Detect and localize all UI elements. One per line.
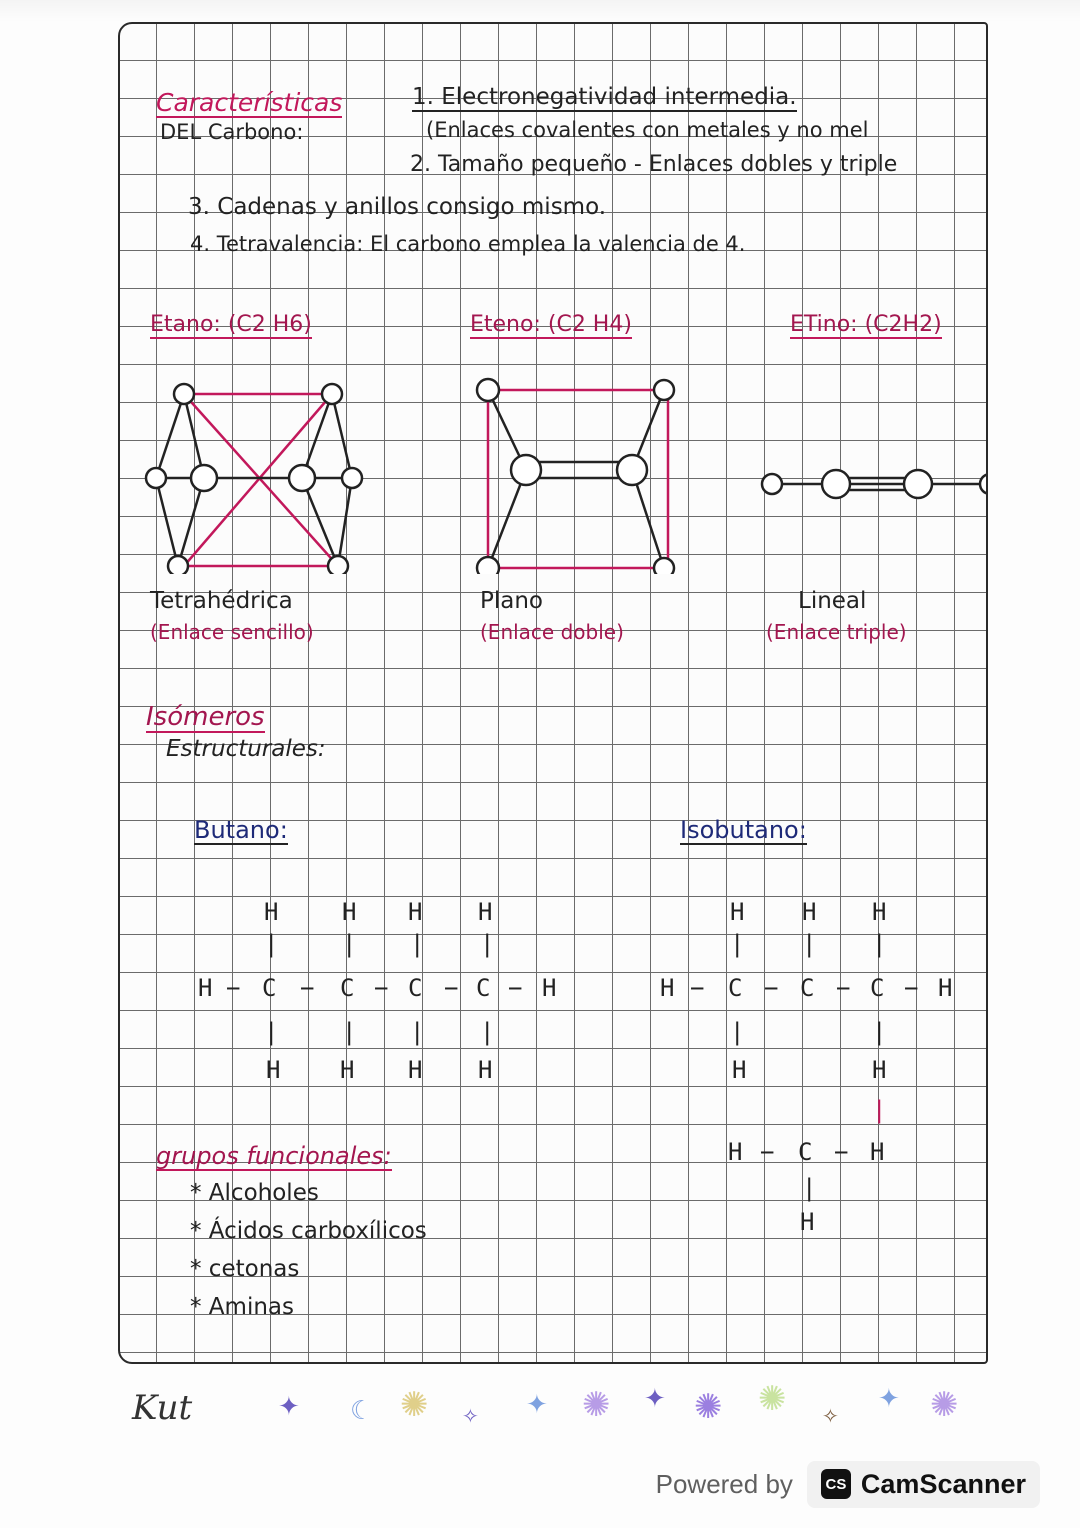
atom-c: C — [798, 1138, 813, 1166]
atom-h: H — [730, 898, 745, 926]
sparkle-icon: ✦ — [644, 1384, 666, 1414]
title-del-carbono: DEL Carbono: — [160, 120, 304, 144]
butano-structural-formula — [190, 894, 610, 1104]
etino-structure-diagram — [756, 454, 988, 514]
grid-notebook-page — [118, 22, 988, 1364]
note-item-2: 2. Tamaño pequeño - Enlaces dobles y triple — [410, 152, 898, 177]
atom-h: H — [340, 1056, 355, 1084]
scan-top-strip — [0, 0, 1080, 22]
atom-h: H — [660, 974, 675, 1002]
camscanner-badge — [807, 1461, 1040, 1508]
etano-structure-diagram — [142, 364, 382, 574]
bond-vertical: | — [410, 1018, 425, 1046]
bond-vertical: | — [872, 1018, 887, 1046]
atom-c: C — [262, 974, 277, 1002]
star-icon: ✧ — [822, 1404, 839, 1428]
atom-c: C — [476, 974, 491, 1002]
bond-vertical: | — [730, 930, 745, 958]
butano-label: Butano: — [194, 816, 288, 844]
bond-vertical: | — [480, 1018, 495, 1046]
moon-icon: ☾ — [350, 1396, 374, 1426]
note-item-1-sub: (Enlaces covalentes con metales y no mel — [426, 118, 869, 142]
eteno-shape-label: Plano — [480, 588, 544, 614]
camscanner-logo-icon: CS — [821, 1469, 851, 1499]
bond-horizontal: − — [374, 974, 389, 1002]
bond-vertical: | — [802, 1174, 817, 1202]
camscanner-watermark — [656, 1458, 1040, 1510]
sun-icon: ✺ — [694, 1387, 723, 1427]
note-item-3: 3. Cadenas y anillos consigo mismo. — [188, 194, 607, 220]
isomeros-title: Isómeros — [146, 702, 265, 732]
isobutano-label: Isobutano: — [680, 816, 807, 844]
bond-horizontal: − — [836, 974, 851, 1002]
eteno-bond-label: (Enlace doble) — [480, 620, 624, 644]
bond-vertical: | — [342, 930, 357, 958]
functional-group-item: * Alcoholes — [190, 1180, 319, 1206]
atom-h: H — [408, 1056, 423, 1084]
bond-vertical: | — [802, 930, 817, 958]
sun-icon: ✺ — [400, 1385, 429, 1425]
atom-h: H — [800, 1208, 815, 1236]
sparkle-icon: ✦ — [278, 1392, 300, 1422]
isomeros-subtitle: Estructurales: — [166, 736, 326, 762]
molecule-eteno-title: Eteno: (C2 H4) — [470, 312, 632, 337]
atom-c: C — [728, 974, 743, 1002]
atom-h: H — [478, 1056, 493, 1084]
sparkle-icon: ✦ — [526, 1390, 548, 1420]
sparkle-icon: ✦ — [878, 1384, 900, 1414]
etino-shape-label: Lineal — [798, 588, 867, 614]
functional-group-item: * Ácidos carboxílicos — [190, 1218, 427, 1244]
atom-h: H — [408, 898, 423, 926]
atom-h: H — [542, 974, 557, 1002]
bond-vertical: | — [480, 930, 495, 958]
bond-vertical: | — [410, 930, 425, 958]
bond-horizontal: − — [690, 974, 705, 1002]
atom-h: H — [870, 1138, 885, 1166]
sun-icon: ✺ — [758, 1379, 787, 1419]
bond-vertical: | — [872, 1096, 887, 1124]
bond-vertical: | — [730, 1018, 745, 1046]
title-caracteristicas: Características — [156, 88, 343, 117]
atom-h: H — [342, 898, 357, 926]
atom-h: H — [728, 1138, 743, 1166]
sun-icon: ✺ — [930, 1385, 959, 1425]
star-icon: ✧ — [462, 1404, 479, 1428]
atom-h: H — [266, 1056, 281, 1084]
atom-h: H — [478, 898, 493, 926]
grupos-funcionales-title: grupos funcionales: — [156, 1142, 392, 1170]
bond-horizontal: − — [764, 974, 779, 1002]
atom-c: C — [340, 974, 355, 1002]
atom-h: H — [872, 1056, 887, 1084]
bond-vertical: | — [264, 1018, 279, 1046]
etino-bond-label: (Enlace triple) — [766, 620, 907, 644]
note-item-4: 4. Tetravalencia: El carbono emplea la valencia de 4. — [190, 232, 746, 256]
bond-horizontal: − — [904, 974, 919, 1002]
functional-group-item: * Aminas — [190, 1294, 294, 1320]
molecule-etano-title: Etano: (C2 H6) — [150, 312, 312, 337]
atom-c: C — [870, 974, 885, 1002]
bond-vertical: | — [264, 930, 279, 958]
eteno-structure-diagram — [474, 364, 694, 574]
bond-vertical: | — [342, 1018, 357, 1046]
etano-bond-label: (Enlace sencillo) — [150, 620, 314, 644]
atom-h: H — [264, 898, 279, 926]
bond-horizontal: − — [760, 1138, 775, 1166]
atom-h: H — [732, 1056, 747, 1084]
bond-horizontal: − — [300, 974, 315, 1002]
camscanner-brand-name: CamScanner — [860, 1468, 1026, 1499]
signature: Kut — [132, 1388, 193, 1428]
powered-by-text: Powered by — [655, 1468, 793, 1499]
atom-c: C — [800, 974, 815, 1002]
sun-icon: ✺ — [582, 1385, 611, 1425]
bond-horizontal: − — [226, 974, 241, 1002]
bond-horizontal: − — [834, 1138, 849, 1166]
molecule-etino-title: ETino: (C2H2) — [790, 312, 942, 337]
etano-shape-label: Tetrahédrica — [150, 588, 293, 614]
atom-c: C — [408, 974, 423, 1002]
atom-h: H — [872, 898, 887, 926]
isobutano-structural-formula — [656, 894, 986, 1254]
note-item-1: 1. Electronegatividad intermedia. — [412, 84, 797, 110]
atom-h: H — [938, 974, 953, 1002]
bond-vertical: | — [872, 930, 887, 958]
functional-group-item: * cetonas — [190, 1256, 300, 1282]
bond-horizontal: − — [508, 974, 523, 1002]
atom-h: H — [198, 974, 213, 1002]
bond-horizontal: − — [444, 974, 459, 1002]
atom-h: H — [802, 898, 817, 926]
